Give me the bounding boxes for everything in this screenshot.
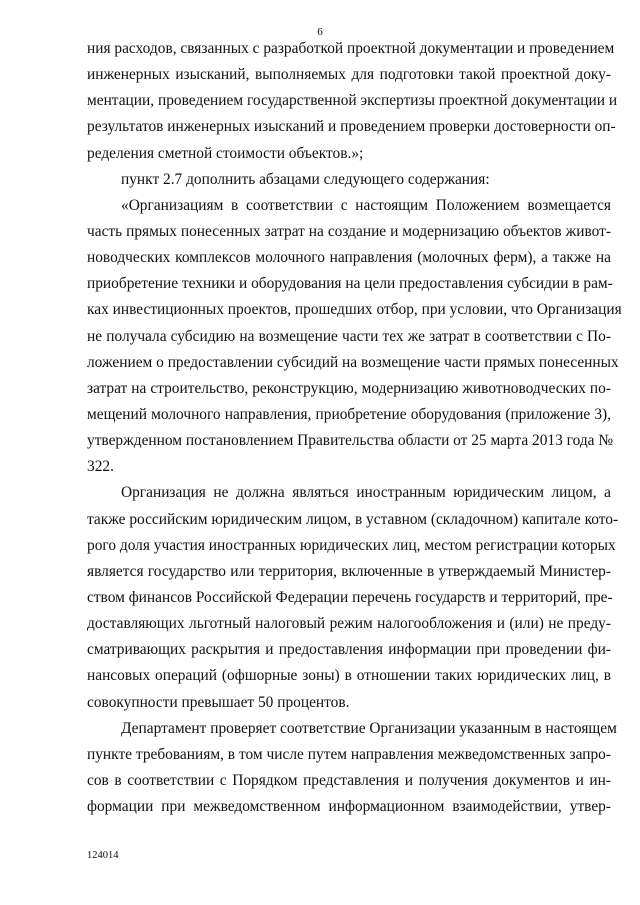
text-line: затрат на строительство, реконструкцию, модернизацию животноводческих по- xyxy=(87,379,611,397)
text-line: Департамент проверяет соответствие Организации указанным в настоящем xyxy=(121,719,617,737)
text-line: также российским юридическим лицом, в уставном (складочном) капитале кото- xyxy=(87,510,619,528)
text-line: инженерных изысканий, выполняемых для подготовки такой проектной доку- xyxy=(87,66,611,84)
text-line: сматривающих раскрытия и предоставления информации при проведении фи- xyxy=(87,641,611,659)
text-line: результатов инженерных изысканий и проведением проверки достоверности оп- xyxy=(87,118,616,136)
document-body xyxy=(87,36,622,820)
text-line: ках инвестиционных проектов, прошедших отбор, при условии, что Организация xyxy=(87,301,622,319)
text-line: 322. xyxy=(87,458,114,476)
text-line: нансовых операций (офшорные зоны) в отношении таких юридических лиц, в xyxy=(87,667,611,685)
text-line: ния расходов, связанных с разработкой проектной документации и проведением xyxy=(87,40,615,57)
text-line: мещений молочного направления, приобретение оборудования (приложение 3), xyxy=(87,405,611,423)
text-line: утвержденном постановлением Правительства области от 25 марта 2013 года № xyxy=(87,432,614,450)
text-line: рого доля участия иностранных юридических лиц, местом регистрации которых xyxy=(87,536,616,554)
text-line: новодческих комплексов молочного направления (молочных ферм), а также на xyxy=(87,249,611,267)
text-line: пункте требованиям, в том числе путем направления межведомственных запро- xyxy=(87,745,611,763)
text-line: пункт 2.7 дополнить абзацами следующего содержания: xyxy=(121,170,490,188)
text-line: ментации, проведением государственной экспертизы проектной документации и xyxy=(87,92,618,110)
text-line: ством финансов Российской Федерации перечень государств и территорий, пре- xyxy=(87,588,613,606)
text-line: доставляющих льготный налоговый режим налогообложения и (или) не преду- xyxy=(87,615,611,633)
text-line: формации при межведомственном информационном взаимодействии, утвер- xyxy=(87,798,611,816)
document-code: 124014 xyxy=(87,850,119,861)
text-line: Организация не должна являться иностранным юридическим лицом, а xyxy=(121,484,611,502)
text-line: сов в соответствии с Порядком представления и получения документов и ин- xyxy=(87,771,611,789)
page-number: 6 xyxy=(317,26,323,38)
text-line: является государство или территория, включенные в утверждаемый Министер- xyxy=(87,562,611,580)
text-line: не получала субсидию на возмещение части тех же затрат в соответствии с По- xyxy=(87,327,611,345)
text-line: ложением о предоставлении субсидий на возмещение части прямых понесенных xyxy=(87,353,619,371)
text-line: приобретение техники и оборудования на цели предоставления субсидии в рам- xyxy=(87,275,613,293)
text-line: часть прямых понесенных затрат на создание и модернизацию объектов живот- xyxy=(87,222,611,240)
text-line: «Организациям в соответствии с настоящим Положением возмещается xyxy=(121,196,611,214)
text-line: ределения сметной стоимости объектов.»; xyxy=(87,144,364,162)
text-line: совокупности превышает 50 процентов. xyxy=(87,693,350,711)
